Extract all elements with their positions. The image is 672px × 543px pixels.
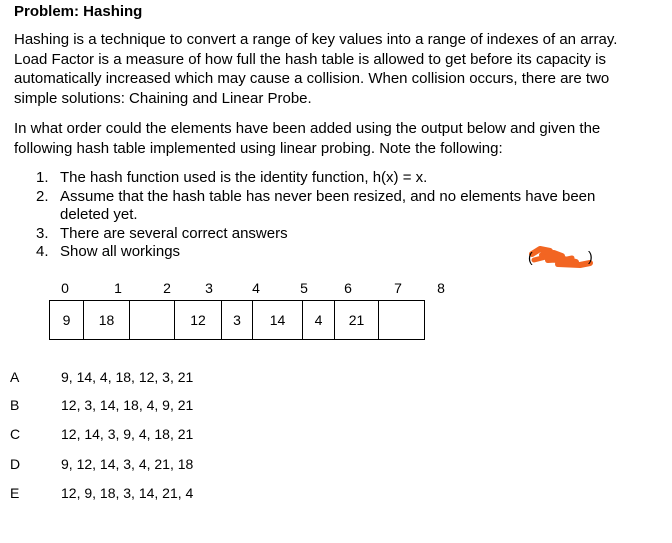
intro-paragraph: Hashing is a technique to convert a range of key values into a range of indexes of an array. Load Factor is a measure of how full the hash table is allowed to get before its capacity is automatically increased which may cause a collision. When collision occurs, there are two simple solutions: Chaining and Linear Probe. bbox=[14, 31, 618, 107]
redaction-scribble bbox=[528, 240, 628, 270]
question-paragraph: In what order could the elements have been added using the output below and given the following hash table implemented using linear probing. Note the following: bbox=[14, 120, 601, 157]
table-index: 4 bbox=[252, 280, 260, 296]
problem-title: Problem: Hashing bbox=[14, 3, 143, 20]
note-number: 2. bbox=[36, 187, 49, 205]
table-index: 5 bbox=[300, 280, 308, 296]
option-sequence: 9, 14, 4, 18, 12, 3, 21 bbox=[61, 369, 194, 385]
svg-text:(: ( bbox=[528, 249, 533, 265]
option-letter: D bbox=[10, 456, 21, 472]
table-index: 6 bbox=[344, 280, 352, 296]
note-text: The hash function used is the identity function, h(x) = x. bbox=[60, 169, 428, 186]
option-sequence: 12, 14, 3, 9, 4, 18, 21 bbox=[61, 426, 194, 442]
table-cell: 12 bbox=[174, 301, 221, 339]
table-index: 2 bbox=[163, 280, 171, 296]
table-cell bbox=[129, 301, 174, 339]
note-item bbox=[36, 169, 636, 188]
table-index: 8 bbox=[437, 280, 445, 296]
table-index: 0 bbox=[61, 280, 69, 296]
note-number: 3. bbox=[36, 224, 49, 242]
table-cell: 14 bbox=[252, 301, 302, 339]
note-number: 1. bbox=[36, 169, 49, 186]
table-cell: 18 bbox=[83, 301, 129, 339]
option-letter: E bbox=[10, 485, 20, 501]
option-letter: A bbox=[10, 369, 20, 385]
table-index: 1 bbox=[114, 280, 122, 296]
option-sequence: 12, 9, 18, 3, 14, 21, 4 bbox=[61, 485, 194, 501]
table-cell: 9 bbox=[62, 312, 71, 328]
note-item bbox=[36, 188, 636, 225]
option-letter: B bbox=[10, 397, 20, 413]
table-index: 7 bbox=[394, 280, 402, 296]
note-text: Show all workings bbox=[60, 243, 181, 260]
table-cell: 21 bbox=[334, 301, 378, 339]
table-cell: 4 bbox=[302, 301, 334, 339]
option-sequence: 12, 3, 14, 18, 4, 9, 21 bbox=[61, 397, 194, 413]
hash-table bbox=[49, 300, 425, 340]
note-text: There are several correct answers bbox=[60, 224, 288, 242]
note-number: 4. bbox=[36, 243, 49, 260]
table-index: 3 bbox=[205, 280, 213, 296]
table-cell: 3 bbox=[221, 301, 252, 339]
svg-text:): ) bbox=[588, 248, 593, 264]
note-text: Assume that the hash table has never been resized, and no elements have been deleted yet. bbox=[60, 187, 596, 223]
option-sequence: 9, 12, 14, 3, 4, 21, 18 bbox=[61, 456, 194, 472]
table-cell bbox=[378, 301, 424, 339]
option-letter: C bbox=[10, 426, 21, 442]
